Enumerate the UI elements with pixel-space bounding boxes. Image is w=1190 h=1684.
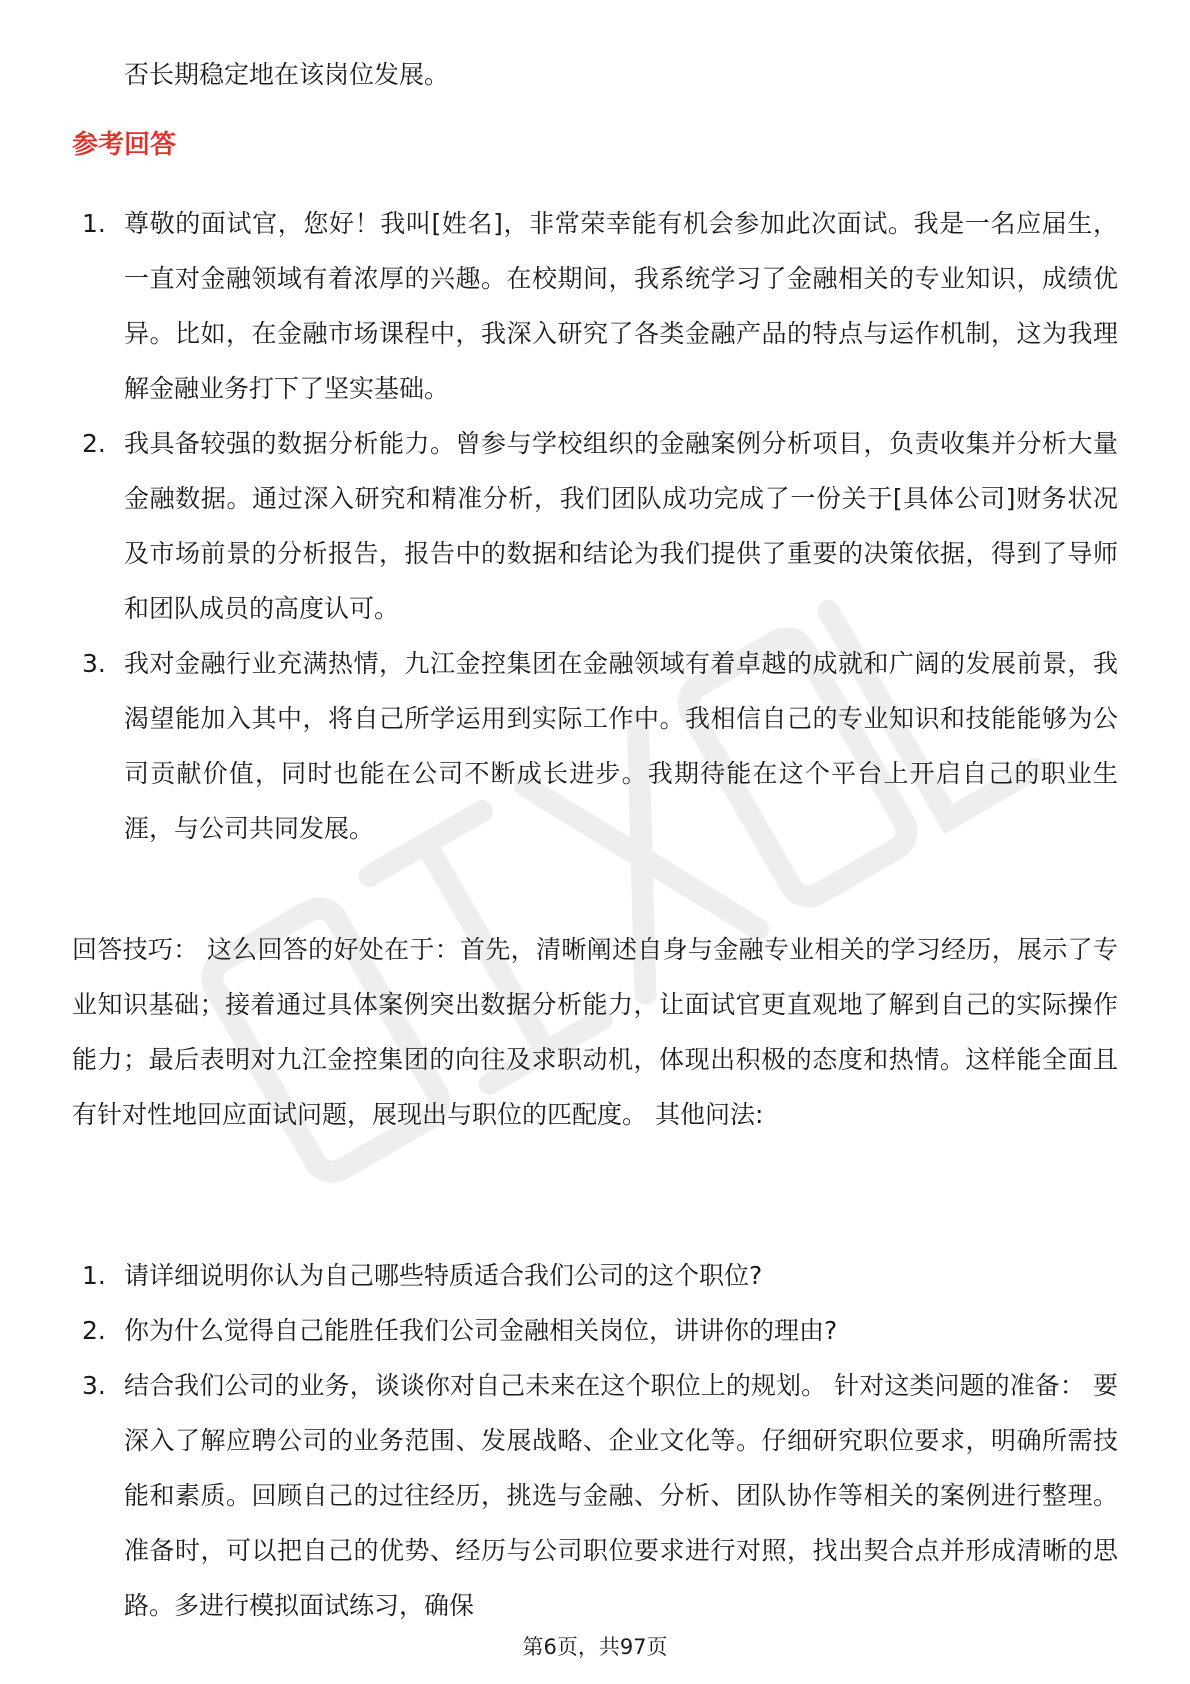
list-item-text: 请详细说明你认为自己哪些特质适合我们公司的这个职位? <box>124 1261 763 1290</box>
other-questions-list <box>72 1248 1118 1633</box>
list-item <box>72 1303 1118 1358</box>
answer-tips: 回答技巧： 这么回答的好处在于：首先，清晰阐述自身与金融专业相关的学习经历，展示了专业知识基础；接着通过具体案例突出数据分析能力，让面试官更直观地了解到自己的实际操作能力；最后表明对九江金控集团的向往及求职动机，体现出积极的态度和热情。这样能全面且有针对性地回应面试问题，展现出与职位的匹配度。 其他问法: <box>72 935 1118 1129</box>
list-item <box>72 1358 1118 1633</box>
list-item <box>72 636 1118 856</box>
list-number: 2. <box>82 429 106 458</box>
list-item-text: 结合我们公司的业务，谈谈你对自己未来在这个职位上的规划。 针对这类问题的准备： 要深入了解应聘公司的业务范围、发展战略、企业文化等。仔细研究职位要求，明确所需技能和素质。回顾自己的过往经历，挑选与金融、分析、团队协作等相关的案例进行整理。准备时，可以把自己的优势、经历与公司职位要求进行对照，找出契合点并形成清晰的思路。多进行模拟面试练习，确保 <box>124 1371 1118 1620</box>
list-item-text: 你为什么觉得自己能胜任我们公司金融相关岗位，讲讲你的理由? <box>124 1316 838 1345</box>
list-item <box>72 416 1118 636</box>
page-footer: 第6页，共97页 <box>522 1635 668 1659</box>
list-number: 3. <box>82 1371 106 1400</box>
list-item-text: 我对金融行业充满热情，九江金控集团在金融领域有着卓越的成就和广阔的发展前景，我渴望能加入其中，将自己所学运用到实际工作中。我相信自己的专业知识和技能能够为公司贡献价值，同时也能在公司不断成长进步。我期待能在这个平台上开启自己的职业生涯，与公司共同发展。 <box>124 649 1118 843</box>
continuation-text: 否长期稳定地在该岗位发展。 <box>124 60 450 89</box>
list-item <box>72 196 1118 416</box>
list-item <box>72 1248 1118 1303</box>
list-item-text: 尊敬的面试官，您好！我叫[姓名]，非常荣幸能有机会参加此次面试。我是一名应届生，一直对金融领域有着浓厚的兴趣。在校期间，我系统学习了金融相关的专业知识，成绩优异。比如，在金融市场课程中，我深入研究了各类金融产品的特点与运作机制，这为我理解金融业务打下了坚实基础。 <box>124 209 1118 403</box>
answer-list <box>72 196 1118 856</box>
list-number: 2. <box>82 1316 106 1345</box>
list-number: 1. <box>82 209 106 238</box>
list-item-text: 我具备较强的数据分析能力。曾参与学校组织的金融案例分析项目，负责收集并分析大量金融数据。通过深入研究和精准分析，我们团队成功完成了一份关于[具体公司]财务状况及市场前景的分析报告，报告中的数据和结论为我们提供了重要的决策依据，得到了导师和团队成员的高度认可。 <box>124 429 1118 623</box>
list-number: 3. <box>82 649 106 678</box>
list-number: 1. <box>82 1261 106 1290</box>
section-title: 参考回答 <box>72 130 177 160</box>
